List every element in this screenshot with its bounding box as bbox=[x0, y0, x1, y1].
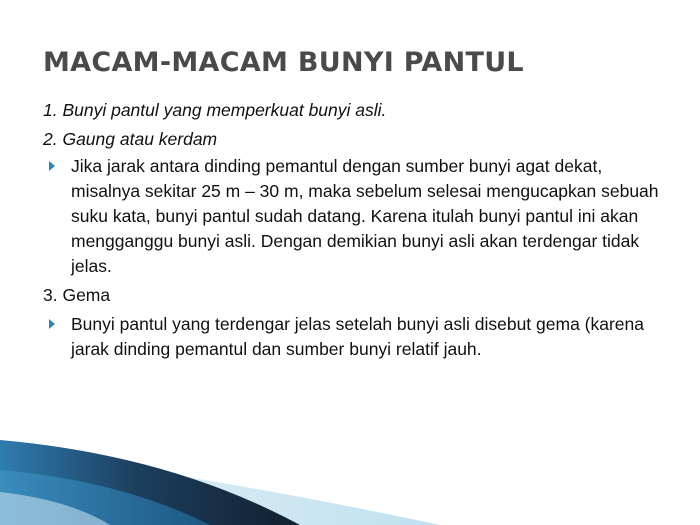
wave-mid-band bbox=[0, 470, 210, 525]
list-item-1: 1. Bunyi pantul yang memperkuat bunyi asli. bbox=[43, 100, 387, 120]
wave-dark-band bbox=[0, 440, 300, 525]
bullet-item-gaung bbox=[43, 154, 663, 279]
triangle-bullet-icon bbox=[49, 161, 55, 171]
bullet-text-gema: Bunyi pantul yang terdengar jelas setelah bunyi asli disebut gema (karena jarak dinding pemantul dan sumber bunyi relatif jauh. bbox=[71, 314, 644, 359]
wave-highlight-band bbox=[0, 492, 110, 525]
bullet-item-gema bbox=[43, 312, 663, 362]
slide-body bbox=[43, 98, 663, 362]
list-item-2: 2. Gaung atau kerdam bbox=[43, 129, 218, 149]
bullet-text-gaung: Jika jarak antara dinding pemantul dengan sumber bunyi agat dekat, misalnya sekitar 25 m – 30 m, maka sebelum selesai mengucapkan sebuah suku kata, bunyi pantul sudah datang. Karena itulah bunyi pantul ini akan mengganggu bunyi asli. Dengan demikian bunyi asli akan terdengar tidak jelas. bbox=[71, 156, 659, 276]
slide-title: MACAM-MACAM BUNYI PANTUL bbox=[43, 47, 524, 78]
list-item-3: 3. Gema bbox=[43, 285, 111, 305]
wave-light-band bbox=[0, 452, 440, 525]
triangle-bullet-icon bbox=[49, 319, 55, 329]
